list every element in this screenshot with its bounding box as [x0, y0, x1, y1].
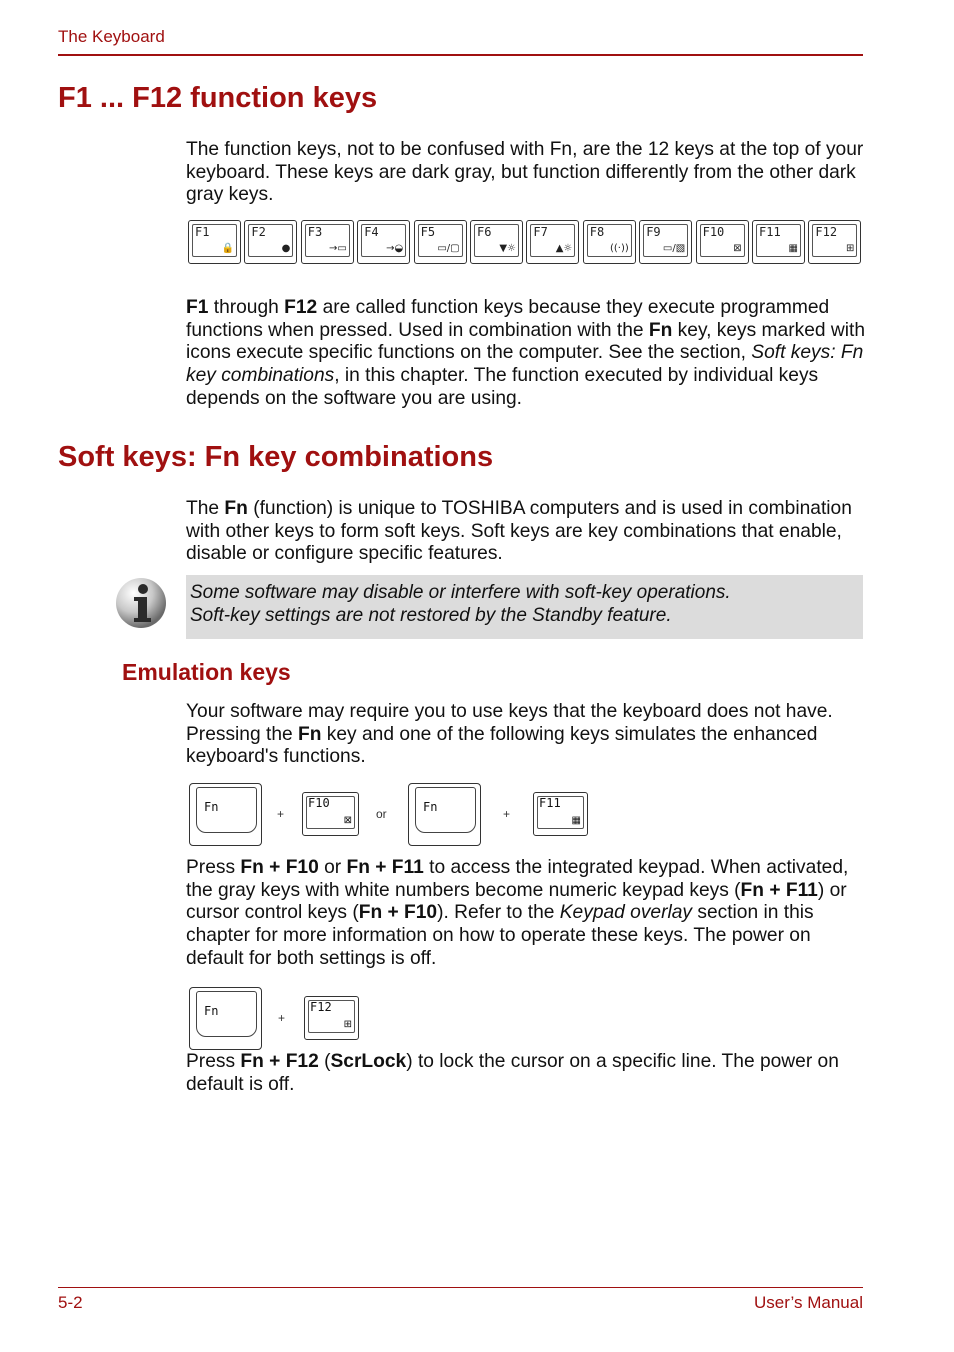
numeric-mode-icon: ▦	[788, 243, 798, 254]
function-key-f4: F4 →◒	[357, 220, 410, 264]
arrow-mode-icon: ⊠	[343, 815, 352, 826]
note-box	[186, 575, 863, 639]
section-title-soft-keys: Soft keys: Fn key combinations	[58, 441, 494, 473]
function-key-f1: F1 🔒	[188, 220, 241, 264]
f10-key: F10 ⊠	[302, 792, 359, 836]
plus-sign: +	[503, 807, 511, 821]
display-switch-icon: ▭/▢	[437, 243, 460, 254]
function-key-f2: F2 ●	[244, 220, 297, 264]
plus-sign: +	[278, 1011, 286, 1025]
scroll-lock-icon: ⊞	[846, 243, 855, 254]
numeric-mode-icon: ▦	[571, 815, 581, 826]
arrow-mode-icon: ⊠	[733, 243, 742, 254]
fn-key: Fn	[189, 783, 262, 846]
brightness-down-icon: ▼☼	[499, 243, 516, 254]
page-number: 5-2	[58, 1293, 83, 1312]
function-keys-intro: The function keys, not to be confused with Fn, are the 12 keys at the top of your keyboard. These keys are dark gray, but function differently from the other dark gray keys.	[186, 139, 864, 206]
power-plan-icon: ●	[281, 243, 291, 254]
lock-icon: 🔒	[221, 243, 234, 254]
footer-rule	[58, 1287, 863, 1288]
function-key-f7: F7 ▲☼	[526, 220, 579, 264]
function-key-f3: F3 →▭	[301, 220, 354, 264]
f11-key: F11 ▦	[533, 792, 588, 836]
function-key-f6: F6 ▼☼	[470, 220, 523, 264]
running-header: The Keyboard	[58, 27, 165, 46]
function-key-f8: F8 ((·))	[583, 220, 636, 264]
sleep-icon: →▭	[328, 243, 347, 254]
wireless-icon: ((·))	[610, 243, 629, 254]
manual-title: User’s Manual	[754, 1293, 863, 1312]
soft-keys-intro: The Fn (function) is unique to TOSHIBA computers and is used in combination with other keys to form soft keys. Soft keys are key combinations that enable, disable or configure specific features.	[186, 498, 852, 565]
function-key-f9: F9 ▭/▧	[639, 220, 692, 264]
section-title-function-keys: F1 ... F12 function keys	[58, 82, 378, 114]
scroll-lock-icon: ⊞	[343, 1019, 352, 1030]
function-key-f12: F12 ⊞	[808, 220, 861, 264]
fn-key: Fn	[408, 783, 481, 846]
emulation-keys-intro: Your software may require you to use keys that the keyboard does not have. Pressing the Fn key and one of the following keys simulates the enhanced keyboard's functions.	[186, 701, 833, 768]
function-key-f10: F10 ⊠	[696, 220, 749, 264]
function-key-f11: F11 ▦	[752, 220, 805, 264]
header-rule	[58, 54, 863, 56]
function-key-f5: F5 ▭/▢	[414, 220, 467, 264]
f12-key: F12 ⊞	[304, 996, 359, 1040]
function-keys-description: F1 through F12 are called function keys because they execute programmed functions when pressed. Used in combination with the Fn key, keys marked with icons execute specific functions on the computer. See the section, Soft keys: Fn key combinations, in this chapter. The function executed by individual keys depends on the software you are using.	[186, 297, 865, 409]
hibernate-icon: →◒	[386, 243, 404, 254]
scroll-lock-description: Press Fn + F12 (ScrLock) to lock the cursor on a specific line. The power on default is off.	[186, 1051, 839, 1095]
or-text: or	[376, 807, 387, 821]
keypad-description: Press Fn + F10 or Fn + F11 to access the integrated keypad. When activated, the gray keys with white numbers become numeric keypad keys (Fn + F11) or cursor control keys (Fn + F10). Refer to the Keypad overlay section in this chapter for more information on how to operate these keys. The power on default for both settings is off.	[186, 857, 849, 969]
plus-sign: +	[277, 807, 285, 821]
touchpad-icon: ▭/▧	[662, 243, 686, 254]
function-key-row	[188, 220, 860, 264]
note-line-1: Some software may disable or interfere with soft-key operations.	[190, 582, 731, 603]
fn-key: Fn	[189, 987, 262, 1050]
brightness-up-icon: ▲☼	[555, 243, 573, 254]
info-icon	[114, 576, 168, 630]
note-line-2: Soft-key settings are not restored by the Standby feature.	[190, 605, 672, 626]
subsection-title-emulation-keys: Emulation keys	[122, 659, 291, 685]
